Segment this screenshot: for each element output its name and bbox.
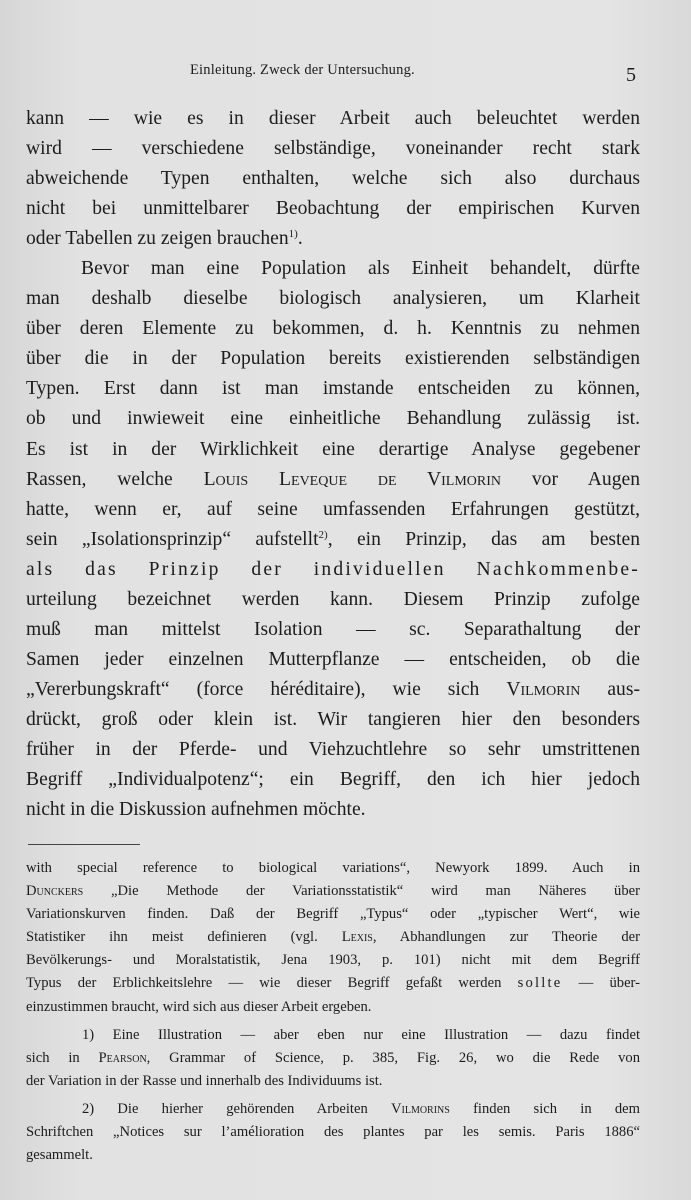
footnote-1: 1) Eine Illustration — aber eben nur eine Illustration — dazu findet (82, 1026, 640, 1043)
footnote-divider (28, 844, 140, 845)
text-line: wird — verschiedene selbständige, voneinander recht stark (26, 138, 640, 160)
text-line: nicht in die Diskussion aufnehmen möchte. (26, 799, 366, 821)
footnotes (26, 857, 640, 1167)
footnote-line: Schriftchen „Notices sur l’amélioration des plantes par les semis. Paris 1886“ (26, 1124, 640, 1141)
text-line: muß man mittelst Isolation — sc. Separathaltung der (26, 618, 640, 640)
text-line: Samen jeder einzelnen Mutterpflanze — entscheiden, ob die (26, 648, 640, 670)
text-line: ob und inwieweit eine einheitliche Behandlung zulässig ist. (26, 408, 640, 430)
text-line: über deren Elemente zu bekommen, d. h. Kenntnis zu nehmen (26, 318, 640, 340)
text-line: urteilung bezeichnet werden kann. Diesem Prinzip zufolge (26, 588, 640, 610)
text-line: abweichende Typen enthalten, welche sich also durchaus (26, 168, 640, 190)
text-line: Begriff „Individualpotenz“; ein Begriff, den ich hier jedoch (26, 769, 640, 791)
text-line: über die in der Population bereits existierenden selbständigen (26, 348, 640, 370)
footnote-line: Dunckers „Die Methode der Variationsstatistik“ wird man Näheres über (26, 883, 640, 900)
author-name: Pearson (98, 1049, 147, 1066)
footnote-line: sich in Pearson, Grammar of Science, p. 385, Fig. 26, wo die Rede von (26, 1049, 640, 1066)
text-line: früher in der Pferde- und Viehzuchtlehre so sehr umstrittenen (26, 738, 640, 760)
text-line: sein „Isolationsprinzip“ aufstellt$^{2)}$, ein Prinzip, das am besten (26, 528, 640, 550)
footnote-line: gesammelt. (26, 1147, 93, 1164)
author-name: Louis Leveque de Vilmorin (203, 468, 502, 490)
footnote-ref: 1) (288, 228, 298, 241)
text-line: Rassen, welche Louis Leveque de Vilmorin vor Augen (26, 468, 640, 490)
text-line: Typen. Erst dann ist man imstande entscheiden zu können, (26, 378, 640, 400)
author-name: Vilmorin (506, 678, 581, 700)
text-line: Es ist in der Wirklichkeit eine derartige Analyse gegebener (26, 438, 640, 460)
text-line: kann — wie es in dieser Arbeit auch beleuchtet werden (26, 108, 640, 129)
text-line: nicht bei unmittelbarer Beobachtung der empirischen Kurven (26, 198, 640, 220)
text-line: oder Tabellen zu zeigen brauchen$^{1)}$. (26, 228, 303, 250)
text-line: hatte, wenn er, auf seine umfassenden Erfahrungen gestützt, (26, 498, 640, 520)
footnote-line: Bevölkerungs- und Moralstatistik, Jena 1903, p. 101) nicht mit dem Begriff (26, 952, 640, 969)
text-line-spaced: als das Prinzip der individuellen Nachkommenbe- (26, 558, 640, 580)
footnote-2: 2) Die hierher gehörenden Arbeiten Vilmorins finden sich in dem (82, 1100, 640, 1117)
footnote-line: Typus der Erblichkeitslehre — wie dieser Begriff gefaßt werden sollte — über- (26, 975, 640, 992)
text-line: „Vererbungskraft“ (force héréditaire), wie sich Vilmorin aus- (26, 678, 640, 700)
main-text (26, 104, 640, 825)
author-name: Dunckers (26, 883, 84, 900)
author-name: Lexis (341, 929, 373, 946)
footnote-line: Statistiker ihn meist definieren (vgl. Lexis, Abhandlungen zur Theorie der (26, 929, 640, 946)
footnote-line: einzustimmen braucht, wird sich aus dieser Arbeit ergeben. (26, 998, 372, 1015)
footnote-line: Variationskurven finden. Daß der Begriff „Typus“ oder „typischer Wert“, wie (26, 906, 640, 923)
emphasized-word: sollte (517, 975, 563, 992)
footnote-line: der Variation in der Rasse und innerhalb des Individuums ist. (26, 1072, 383, 1089)
text-line: man deshalb dieselbe biologisch analysieren, um Klarheit (26, 288, 640, 310)
page-number: 5 (626, 64, 636, 86)
running-head: Einleitung. Zweck der Untersuchung. (190, 62, 415, 78)
footnote-ref: 2) (318, 528, 328, 541)
footnote-line: with special reference to biological variations“, Newyork 1899. Auch in (26, 860, 640, 876)
text-line: Bevor man eine Population als Einheit behandelt, dürfte (81, 258, 640, 280)
text-line: drückt, groß oder klein ist. Wir tangieren hier den besonders (26, 708, 640, 730)
author-name: Vilmorins (390, 1100, 450, 1117)
